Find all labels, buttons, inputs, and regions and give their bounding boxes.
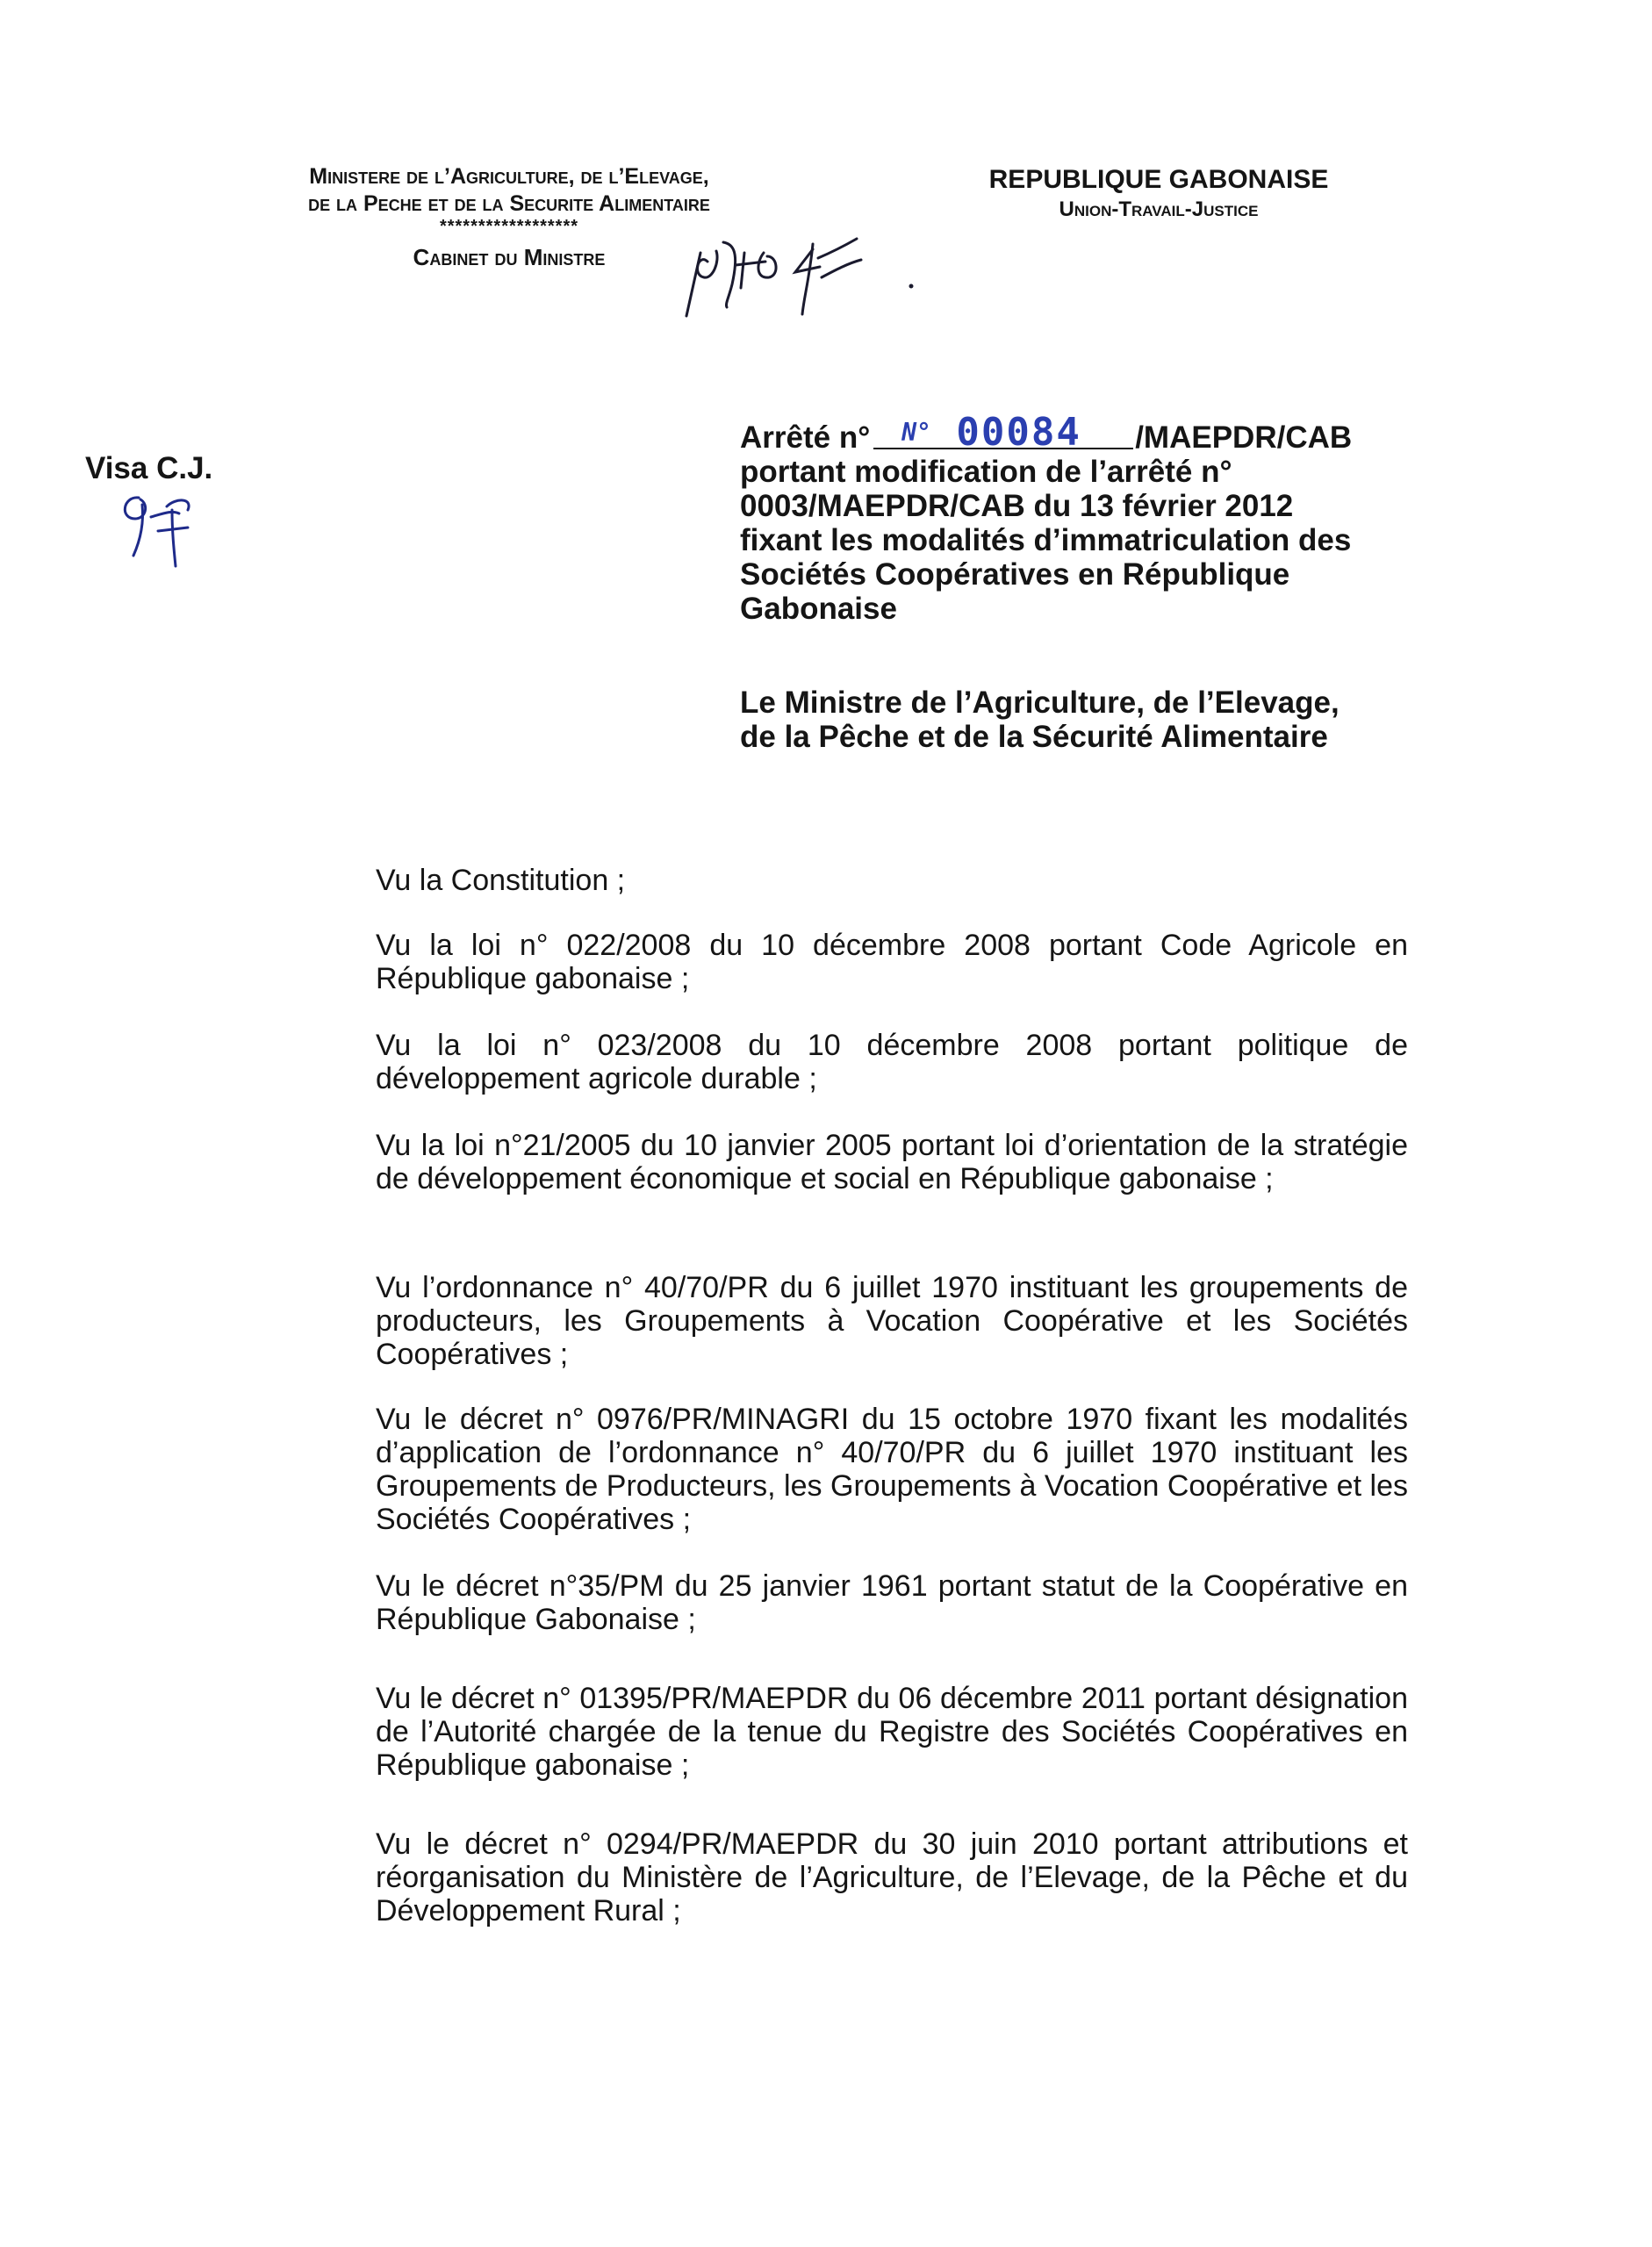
vu-paragraph: Vu la loi n°21/2005 du 10 janvier 2005 portant loi d’orientation de la stratégie de développement économique et social en République gabonaise ; [376,1129,1408,1195]
ministry-name-line2: de la Peche et de la Securite Alimentaire [308,191,710,216]
vu-paragraph: Vu la loi n° 022/2008 du 10 décembre 2008 portant Code Agricole en République gabonaise ; [376,929,1408,995]
republic-header [974,163,1343,223]
arrete-suffix: /MAEPDR/CAB [1135,420,1353,455]
title-line: 0003/MAEPDR/CAB du 13 février 2012 [740,489,1294,523]
stamp-no-prefix: N° [901,418,931,447]
title-line: fixant les modalités d’immatriculation des [740,523,1352,557]
cabinet-label: Cabinet du Ministre [413,244,606,270]
vu-paragraph: Vu le décret n° 0976/PR/MINAGRI du 15 octobre 1970 fixant les modalités d’application de l’ordonnance n° 40/70/PR du 6 juillet 1970 instituant les Groupements de Producteurs, les Groupements à Vocation Coopérative et les Sociétés Coopératives ; [376,1403,1408,1536]
decree-number-line [740,410,1407,455]
national-motto: Union-Travail-Justice [1059,197,1259,221]
minister-line2: de la Pêche et de la Sécurité Alimentaire [740,720,1328,754]
title-line: Gabonaise [740,592,897,626]
arrete-prefix: Arrêté n° [740,420,871,455]
vu-paragraph: Vu le décret n°35/PM du 25 janvier 1961 portant statut de la Coopérative en République Gabonaise ; [376,1569,1408,1636]
ministry-name-line1: Ministere de l’Agriculture, de l’Elevage, [309,164,709,189]
decree-title [740,410,1407,626]
vu-paragraph: Vu la Constitution ; [376,864,626,897]
vu-paragraph: Vu la loi n° 023/2008 du 10 décembre 2008 portant politique de développement agricole durable ; [376,1029,1408,1095]
decree-number-stamp [901,410,1081,455]
vu-paragraph: Vu l’ordonnance n° 40/70/PR du 6 juillet 1970 instituant les groupements de producteurs, les Groupements à Vocation Coopérative et les Sociétés Coopératives ; [376,1271,1408,1371]
visas-body [376,864,1408,1928]
stamp-number: 00084 [956,410,1081,455]
visa-label: Visa C.J. [85,451,213,485]
republic-name: REPUBLIQUE GABONAISE [988,165,1329,194]
vu-paragraph: Vu le décret n° 0294/PR/MAEPDR du 30 juin 2010 portant attributions et réorganisation du Ministère de l’Agriculture, de l’Elevage, de la Pêche et du Développement Rural ; [376,1827,1408,1928]
vu-paragraph: Vu le décret n° 01395/PR/MAEPDR du 06 décembre 2011 portant désignation de l’Autorité chargée de la tenue du Registre des Sociétés Coopératives en République gabonaise ; [376,1682,1408,1782]
decree-number-field [873,410,1133,455]
visa-initials-signature [114,487,211,575]
minister-line1: Le Ministre de l’Agriculture, de l’Elevage, [740,686,1340,720]
title-line: Sociétés Coopératives en République [740,557,1290,592]
title-line: portant modification de l’arrêté n° [740,455,1232,489]
separator-stars: ****************** [439,217,579,236]
minister-heading [740,686,1407,754]
handwritten-reference-mark [681,226,927,323]
